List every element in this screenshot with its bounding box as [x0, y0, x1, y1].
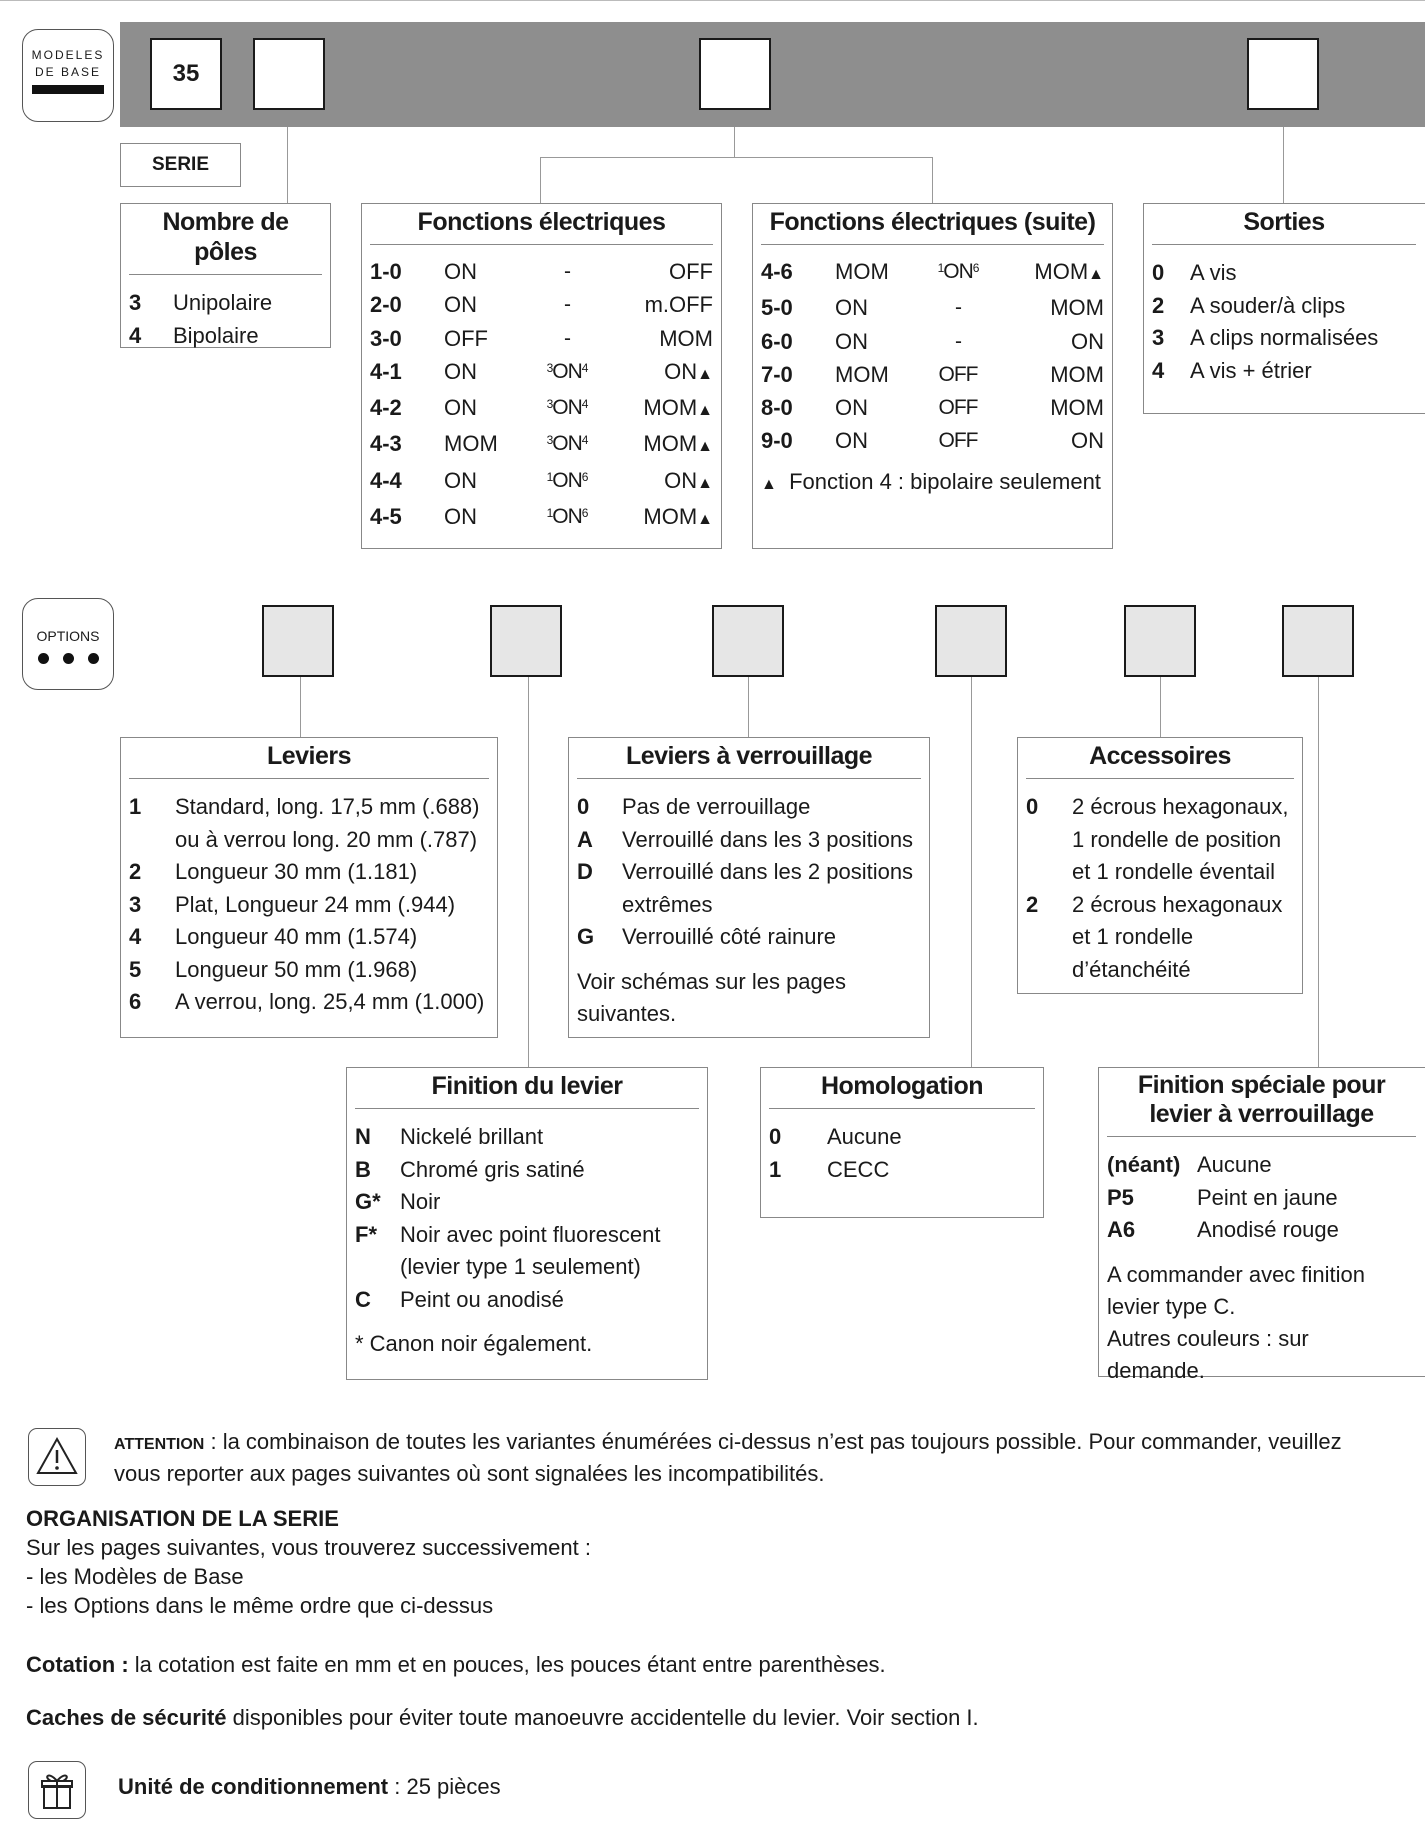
function-pos-b: -: [564, 293, 570, 317]
connector-function-split: [540, 157, 933, 158]
function-pos-a: MOM: [835, 259, 889, 284]
function-code: 4-5: [370, 504, 402, 530]
base-models-icon: [22, 29, 114, 122]
triangle-icon: ▲: [1088, 266, 1104, 283]
lever-finish-code-box: [490, 605, 562, 677]
organisation-heading: ORGANISATION DE LA SERIE: [26, 1506, 339, 1531]
functions-table: [370, 255, 713, 536]
triangle-icon: ▲: [697, 511, 713, 529]
locking-title: Leviers à verrouillage: [577, 738, 921, 779]
list-item: P5 Peint en jaune: [1107, 1184, 1338, 1210]
lever-finish-title: Finition du levier: [355, 1068, 699, 1109]
list-item: 2 A souder/à clips: [1152, 292, 1346, 318]
functions-title: Fonctions électriques: [370, 204, 713, 245]
packaging-line: Unité de conditionnement : 25 pièces: [118, 1774, 501, 1799]
function-code: 4-2: [370, 395, 402, 421]
function-pos-b: $^3ON^4$: [546, 396, 588, 420]
connector-locking: [748, 677, 749, 737]
list-item: 2 Longueur 30 mm (1.181): [129, 859, 418, 884]
function-pos-a: ON: [444, 259, 477, 284]
function-code: 3-0: [370, 325, 402, 351]
triangle-icon: ▲: [697, 438, 713, 456]
function-pos-a: OFF: [444, 325, 488, 351]
poles-title: Nombre de pôles: [129, 204, 322, 275]
list-item: 0 Aucune: [769, 1124, 902, 1149]
list-item: A Verrouillé dans les 3 positions: [577, 826, 914, 852]
list-item: N Nickelé brillant: [355, 1124, 544, 1149]
organisation-block: ORGANISATION DE LA SERIE Sur les pages suivantes, vous trouverez successivement : - les Modèles de Base - les Options dans le même ordre que ci-dessus: [26, 1506, 591, 1618]
gift-box-icon: [28, 1761, 86, 1819]
function4-note: ▲ Fonction 4 : bipolaire seulement: [761, 468, 1101, 494]
function-pos-c: MOM: [1050, 395, 1104, 421]
list-item: 3 Plat, Longueur 24 mm (.944): [129, 891, 456, 917]
base-models-icon-line1: MODELES: [31, 48, 105, 62]
connector-homologation: [971, 677, 972, 1067]
function-pos-a: ON: [444, 504, 477, 530]
functions-panel: [361, 203, 722, 549]
function-pos-b: $^1ON^6$: [546, 468, 588, 492]
list-item: 1 CECC: [769, 1156, 890, 1182]
base-models-icon-line2: DE BASE: [34, 65, 102, 79]
outputs-title: Sorties: [1152, 204, 1416, 245]
accessories-code-box: [1124, 605, 1196, 677]
function-pos-b: $^1ON^6$: [546, 505, 588, 529]
levers-panel: [120, 737, 498, 1038]
list-item: 0 A vis: [1152, 260, 1237, 285]
homologation-title: Homologation: [769, 1068, 1035, 1109]
function-pos-a: MOM: [835, 361, 889, 387]
function-pos-b: OFF: [938, 396, 978, 420]
function-code: 5-0: [761, 295, 793, 321]
connector-function-left: [540, 157, 541, 203]
function-pos-a: ON: [835, 328, 868, 354]
attention-label: ATTENTION: [114, 1436, 205, 1453]
connector-function-right: [932, 157, 933, 203]
function-code: 4-6: [761, 259, 793, 284]
function-pos-c: MOM: [659, 325, 713, 351]
accessories-panel: [1017, 737, 1303, 994]
homologation-panel: [760, 1067, 1044, 1218]
lever-code-box: [262, 605, 334, 677]
caches-line: Caches de sécurité disponibles pour éviter toute manoeuvre accidentelle du levier. Voir section I.: [26, 1705, 979, 1730]
function-pos-b: -: [564, 260, 570, 283]
function-pos-b: -: [564, 326, 570, 350]
special-finish-title: Finition spéciale pour levier à verrouillage: [1107, 1068, 1416, 1137]
list-item: G* Noir: [355, 1189, 441, 1214]
function-pos-c: MOM: [1050, 295, 1104, 321]
series-code-box: 35: [150, 38, 222, 110]
function-pos-c: m.OFF: [644, 292, 713, 318]
list-item: 1 Standard, long. 17,5 mm (.688) ou à verrou long. 20 mm (.787): [129, 794, 480, 852]
function-pos-c: ON▲: [664, 467, 713, 493]
serie-label: SERIE: [120, 143, 241, 187]
function-pos-b: $^1ON^6$: [937, 260, 979, 283]
function-pos-a: ON: [835, 295, 868, 321]
list-item: D Verrouillé dans les 2 positions extrêmes: [577, 859, 914, 917]
list-item: 0 Pas de verrouillage: [577, 794, 811, 819]
list-item: 5 Longueur 50 mm (1.968): [129, 956, 418, 982]
function-pos-b: OFF: [938, 362, 978, 386]
list-item: C Peint ou anodisé: [355, 1286, 564, 1312]
triangle-icon: ▲: [697, 474, 713, 492]
list-item: (néant) Aucune: [1107, 1152, 1272, 1177]
function-code: 1-0: [370, 259, 402, 284]
list-item: 4 Longueur 40 mm (1.574): [129, 924, 418, 949]
function-code: 2-0: [370, 292, 402, 318]
base-models-icon-bar: [32, 85, 104, 94]
connector-poles: [287, 127, 288, 203]
list-item: A6 Anodisé rouge: [1107, 1217, 1339, 1242]
locking-panel: [568, 737, 930, 1038]
function-pos-c: OFF: [669, 259, 713, 284]
function-pos-a: ON: [444, 358, 477, 384]
function-code: 4-4: [370, 467, 402, 493]
list-item: 4 Bipolaire: [129, 322, 259, 348]
options-icon-label: OPTIONS: [36, 628, 100, 644]
list-item: 3 Unipolaire: [129, 290, 273, 315]
levers-title: Leviers: [129, 738, 489, 779]
function-code: 7-0: [761, 361, 793, 387]
output-code-box: [1247, 38, 1319, 110]
function-pos-a: ON: [835, 428, 868, 454]
function-pos-c: ON: [1071, 328, 1104, 354]
connector-function: [734, 127, 735, 157]
accessories-title: Accessoires: [1026, 738, 1294, 779]
function-pos-a: ON: [835, 395, 868, 421]
connector-lever-finish: [528, 677, 529, 1067]
warning-icon: [28, 1428, 86, 1486]
list-item: 6 A verrou, long. 25,4 mm (1.000): [129, 989, 485, 1014]
options-dots: [23, 653, 113, 664]
functions-cont-panel: [752, 203, 1113, 549]
special-finish-panel: [1098, 1067, 1425, 1383]
connector-accessories: [1160, 677, 1161, 737]
function-pos-c: ON▲: [664, 358, 713, 384]
function-pos-a: MOM: [444, 431, 498, 457]
connector-levers: [300, 677, 301, 737]
connector-special-finish: [1318, 677, 1319, 1067]
connector-outputs: [1283, 127, 1284, 203]
function-code-box: [699, 38, 771, 110]
function-pos-a: ON: [444, 395, 477, 421]
outputs-panel: [1143, 203, 1425, 414]
function-pos-b: OFF: [938, 429, 978, 453]
list-item: 2 2 écrous hexagonaux et 1 rondelle d’étanchéité: [1026, 891, 1283, 982]
cotation-line: Cotation : la cotation est faite en mm et en pouces, les pouces étant entre parenthèses.: [26, 1652, 886, 1677]
special-finish-code-box: [1282, 605, 1354, 677]
function-pos-c: MOM▲: [643, 395, 713, 421]
function-code: 8-0: [761, 395, 793, 421]
attention-text: ATTENTION : la combinaison de toutes les variantes énumérées ci-dessus n’est pas toujours possible. Pour commander, veuillez vous reporter aux pages suivantes où sont signalées les incompatibilités.: [114, 1429, 1342, 1486]
function-pos-b: -: [955, 329, 961, 353]
locking-note: Voir schémas sur les pages suivantes.: [577, 968, 847, 1026]
function-pos-c: MOM▲: [1034, 259, 1104, 284]
list-item: G Verrouillé côté rainure: [577, 924, 837, 949]
functions-cont-table: [761, 255, 1104, 458]
list-item: F* Noir avec point fluorescent (levier type 1 seulement): [355, 1221, 661, 1279]
function-pos-c: MOM▲: [643, 504, 713, 530]
options-icon: [22, 598, 114, 690]
lever-finish-panel: [346, 1067, 708, 1380]
list-item: B Chromé gris satiné: [355, 1156, 585, 1182]
function-code: 9-0: [761, 428, 793, 454]
function-pos-b: -: [955, 296, 961, 320]
poles-panel: [120, 203, 331, 348]
function-pos-c: ON: [1071, 428, 1104, 454]
function-pos-a: ON: [444, 292, 477, 318]
function-pos-a: ON: [444, 467, 477, 493]
triangle-icon: ▲: [697, 365, 713, 383]
function-pos-b: $^3ON^4$: [546, 359, 588, 383]
poles-code-box: [253, 38, 325, 110]
function-pos-c: MOM▲: [643, 431, 713, 457]
homologation-code-box: [935, 605, 1007, 677]
lever-finish-note: * Canon noir également.: [355, 1331, 593, 1356]
list-item: 0 2 écrous hexagonaux, 1 rondelle de position et 1 rondelle éventail: [1026, 794, 1289, 884]
function-code: 6-0: [761, 328, 793, 354]
function-pos-c: MOM: [1050, 361, 1104, 387]
top-rule: [0, 0, 1425, 1]
special-finish-note: A commander avec finition levier type C. Autres couleurs : sur demande.: [1107, 1261, 1366, 1383]
function-code: 4-1: [370, 358, 402, 384]
list-item: 4 A vis + étrier: [1152, 357, 1312, 383]
functions-cont-title: Fonctions électriques (suite): [761, 204, 1104, 245]
triangle-icon: ▲: [697, 402, 713, 420]
list-item: 3 A clips normalisées: [1152, 325, 1379, 350]
function-pos-b: $^3ON^4$: [546, 432, 588, 456]
locking-code-box: [712, 605, 784, 677]
function-code: 4-3: [370, 431, 402, 457]
